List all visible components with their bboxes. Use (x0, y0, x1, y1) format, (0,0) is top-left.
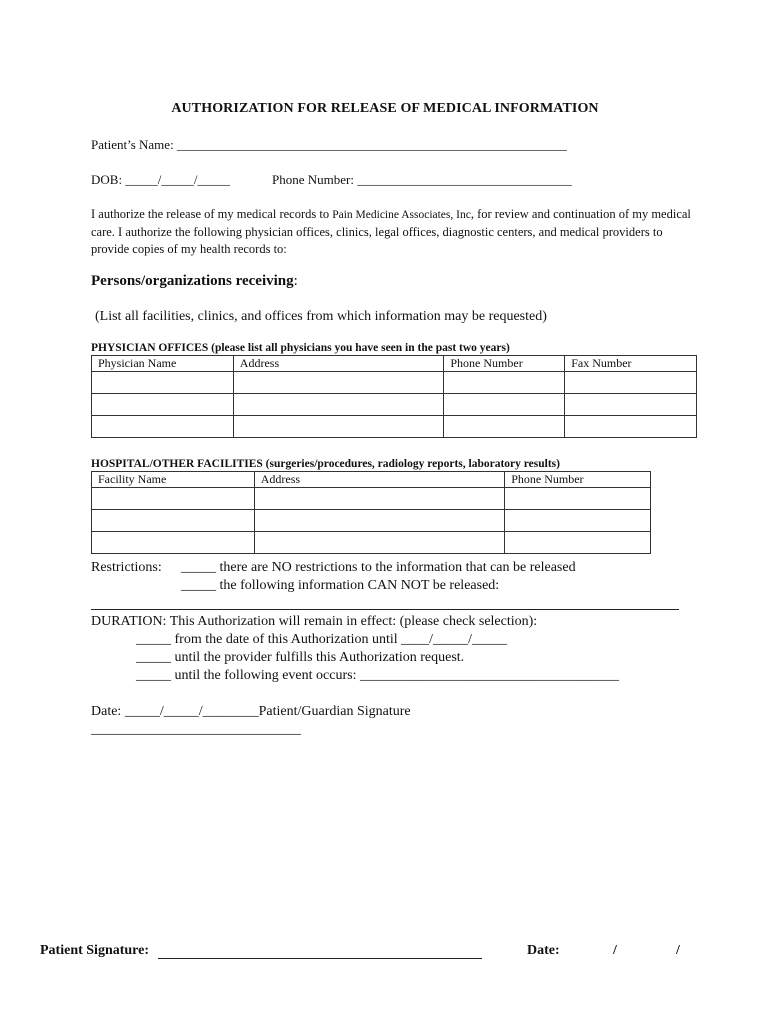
physician-offices-table (91, 355, 697, 438)
table-cell[interactable] (565, 394, 697, 416)
duration-option-date[interactable]: _____ from the date of this Authorization until ____/_____/_____ (136, 632, 507, 647)
dob-field[interactable]: DOB: _____/_____/_____ (91, 172, 231, 187)
table-cell[interactable] (254, 510, 505, 532)
authorization-paragraph (91, 206, 691, 258)
table-row (92, 488, 651, 510)
footer-date-label: Date: (527, 943, 560, 958)
persons-heading (91, 273, 298, 290)
table-cell[interactable] (92, 394, 234, 416)
table-cell[interactable] (92, 510, 255, 532)
table-cell[interactable] (92, 372, 234, 394)
persons-heading-colon: : (293, 273, 298, 289)
footer-date-separator: / (676, 943, 680, 958)
hospital-facilities-heading: HOSPITAL/OTHER FACILITIES (surgeries/procedures, radiology reports, laboratory results) (91, 458, 560, 470)
table-cell[interactable] (505, 488, 651, 510)
table-cell[interactable] (233, 394, 444, 416)
guardian-signature-field[interactable]: ______________________________ (91, 722, 301, 737)
restrictions-option-none[interactable]: _____ there are NO restrictions to the information that can be released (181, 560, 576, 575)
column-header: Phone Number (444, 356, 565, 372)
footer-date-separator: / (613, 943, 617, 958)
table-header-row (92, 472, 651, 488)
table-cell[interactable] (565, 416, 697, 438)
table-cell[interactable] (444, 394, 565, 416)
authorization-org: Pain Medicine Associates, Inc (332, 209, 471, 221)
table-row (92, 510, 651, 532)
hospital-facilities-table (91, 471, 651, 554)
table-row (92, 394, 697, 416)
column-header: Fax Number (565, 356, 697, 372)
table-cell[interactable] (254, 532, 505, 554)
column-header: Address (233, 356, 444, 372)
restrictions-label: Restrictions: (91, 560, 162, 575)
authorization-text-a: I authorize the release of my medical records to (91, 207, 333, 221)
column-header: Address (254, 472, 505, 488)
column-header: Physician Name (92, 356, 234, 372)
table-cell[interactable] (505, 532, 651, 554)
table-cell[interactable] (92, 416, 234, 438)
authorization-text-b: , for review and continuation of my medical care. I authorize the following physician offices, clinics, legal offices, diagnostic centers, and medical providers to provide copies of my health records to: (91, 207, 691, 256)
physician-offices-heading: PHYSICIAN OFFICES (please list all physicians you have seen in the past two years) (91, 342, 510, 354)
table-header-row (92, 356, 697, 372)
date-signature-line[interactable]: Date: _____/_____/________Patient/Guardian Signature (91, 704, 411, 719)
table-cell[interactable] (505, 510, 651, 532)
duration-option-event[interactable]: _____ until the following event occurs: _____________________________________ (136, 668, 619, 683)
patient-name-field[interactable]: Patient’s Name: ____________________________________________________________ (91, 137, 567, 152)
table-cell[interactable] (444, 372, 565, 394)
table-row (92, 416, 697, 438)
table-cell[interactable] (92, 488, 255, 510)
patient-signature-field[interactable] (158, 958, 482, 959)
column-header: Phone Number (505, 472, 651, 488)
table-cell[interactable] (233, 416, 444, 438)
duration-option-provider[interactable]: _____ until the provider fulfills this Authorization request. (136, 650, 465, 665)
form-title: AUTHORIZATION FOR RELEASE OF MEDICAL INFORMATION (171, 101, 599, 116)
persons-heading-text: Persons/organizations receiving (91, 273, 294, 289)
phone-number-field[interactable]: Phone Number: _________________________________ (272, 172, 572, 187)
table-cell[interactable] (92, 532, 255, 554)
table-cell[interactable] (254, 488, 505, 510)
patient-signature-label: Patient Signature: (40, 943, 150, 958)
restrictions-blank-line[interactable] (91, 609, 679, 610)
table-row (92, 372, 697, 394)
table-cell[interactable] (565, 372, 697, 394)
column-header: Facility Name (92, 472, 255, 488)
list-instruction: (List all facilities, clinics, and offices from which information may be requested) (95, 309, 547, 324)
restrictions-option-cannot[interactable]: _____ the following information CAN NOT be released: (181, 578, 500, 593)
duration-heading: DURATION: This Authorization will remain in effect: (please check selection): (91, 614, 538, 629)
table-cell[interactable] (444, 416, 565, 438)
table-cell[interactable] (233, 372, 444, 394)
table-row (92, 532, 651, 554)
